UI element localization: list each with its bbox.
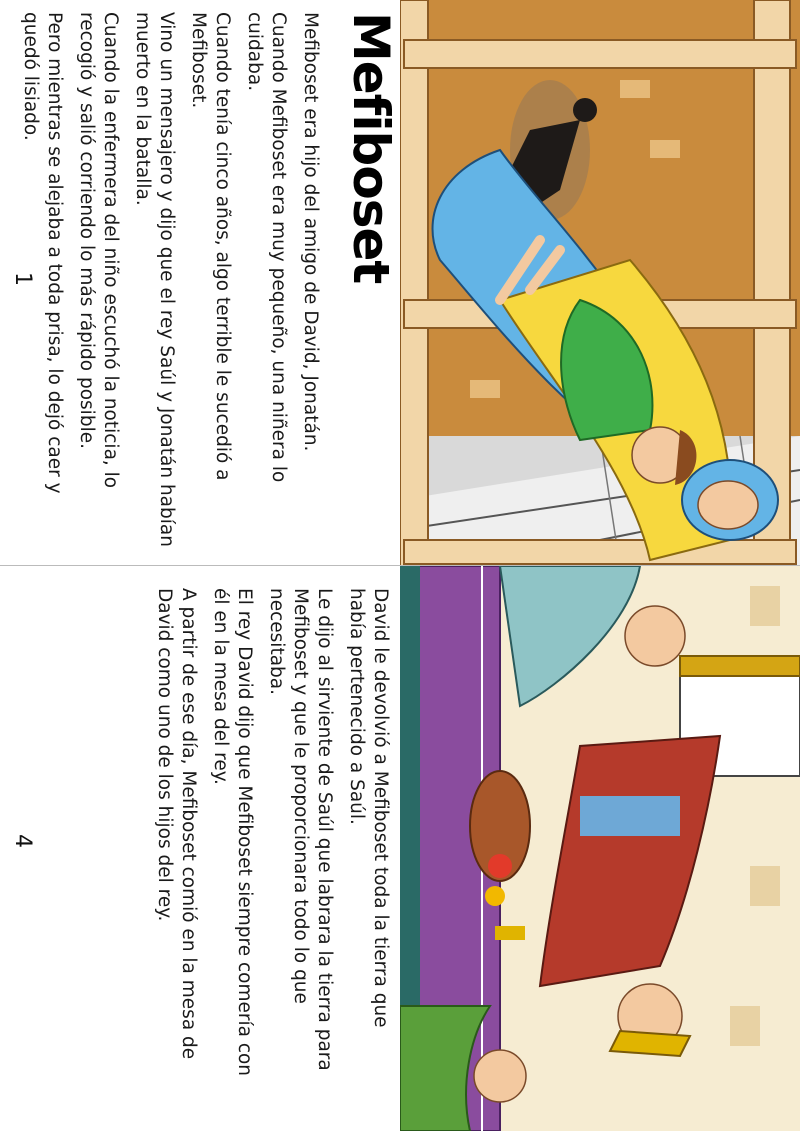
story-text-page-1 [10,12,322,552]
illustration-nurse-fleeing [400,0,800,566]
page-number-4: 4 [10,834,35,848]
guest-face [474,1050,526,1102]
paragraph: Le dijo al sirviente de Saúl que labrara la tierra para Mefiboset y que le proporcionara todo lo que necesitaba. [266,588,335,1071]
paragraph: Cuando tenía cinco años, algo terrible le sucedió a Mefiboset. [188,12,233,481]
golden-cup [495,926,525,940]
paragraph: Cuando Mefiboset era muy pequeño, una niñera lo cuidaba. [244,12,289,483]
page-number-1: 1 [10,272,35,286]
nurse-scene-drawing [400,0,800,566]
story-page-4 [0,566,800,1131]
paragraph: Mefiboset era hijo del amigo de David, Jonatán. [300,12,321,452]
pillar-bottom [400,0,428,566]
paragraph: Cuando la enfermera del niño escuchó la noticia, lo recogió y salió corriendo lo más rápido posible. [76,12,121,489]
paragraph: David le devolvió a Mefiboset toda la tierra que había pertenecido a Saúl. [346,588,391,1028]
paragraph: Vino un mensajero y dijo que el rey Saúl y Jonatán habían muerto en la batalla. [132,12,177,547]
story-text-page-4 [144,588,392,1083]
paragraph: Pero mientras se alejaba a toda prisa, lo dejó caer y quedó lisiado. [20,12,65,494]
illustration-king-feast [400,566,800,1131]
nurse-face [698,481,758,529]
king-crown [610,1031,690,1056]
paragraph: El rey David dijo que Mefiboset siempre comería con él en la mesa del rey. [210,588,255,1077]
story-title: Mefiboset [342,12,400,284]
feast-scene-drawing [400,566,800,1131]
paragraph: A partir de ese día, Mefiboset comió en la mesa de David como uno de los hijos del rey. [154,588,199,1060]
king-sash [580,796,680,836]
servant-face [625,606,685,666]
